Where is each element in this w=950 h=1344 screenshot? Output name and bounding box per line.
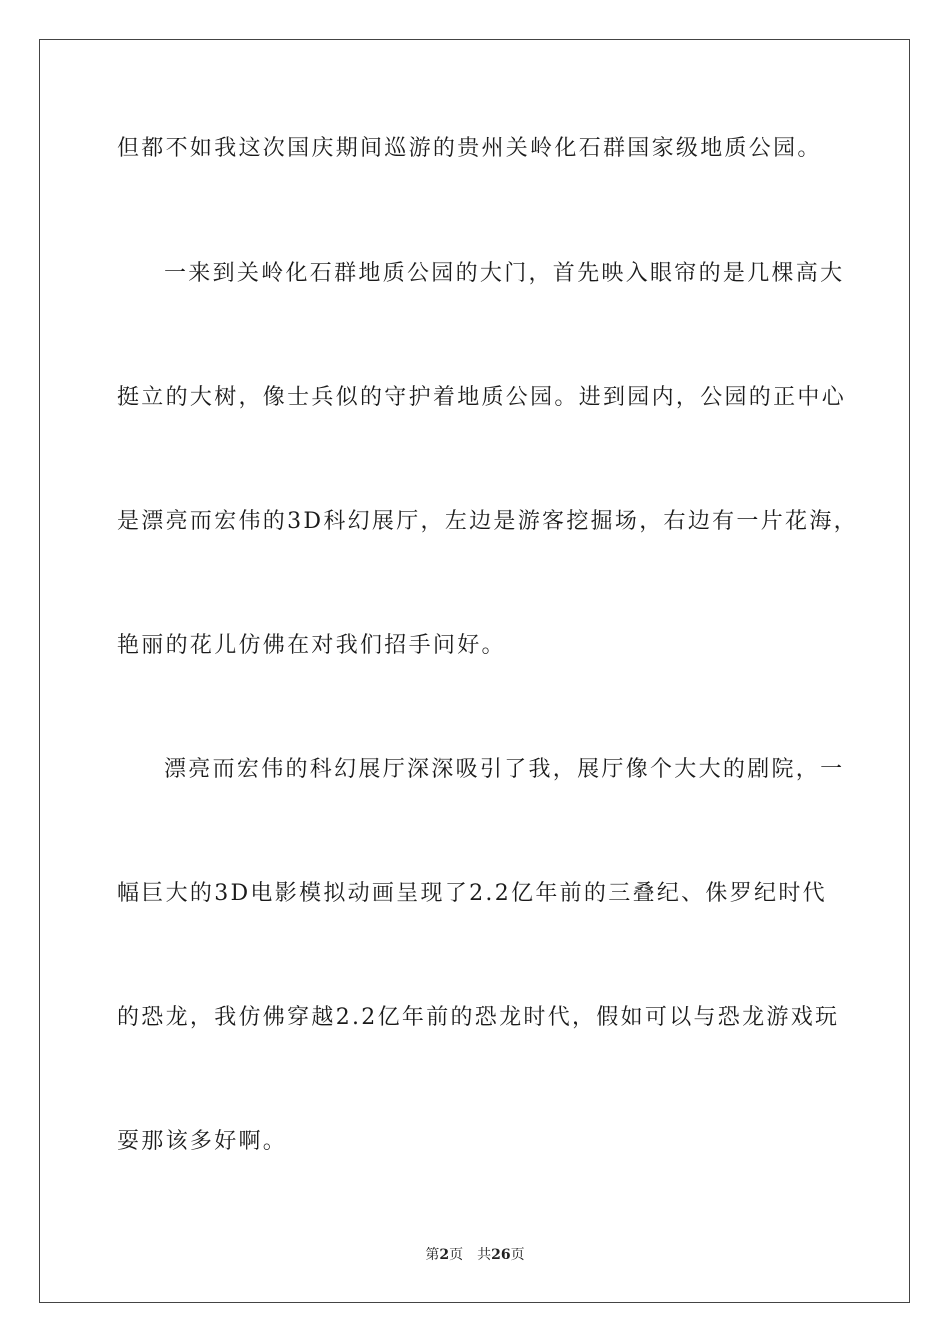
- paragraph-line-3: 挺立的大树，像士兵似的守护着地质公园。进到园内，公园的正中心: [117, 385, 847, 410]
- total-suffix: 页: [510, 1247, 525, 1263]
- paragraph-line-4: 是漂亮而宏伟的3D科幻展厅，左边是游客挖掘场，右边有一片花海，: [117, 509, 858, 534]
- page-suffix: 页: [449, 1247, 464, 1263]
- paragraph-line-6: 漂亮而宏伟的科幻展厅深深吸引了我，展厅像个大大的剧院，一: [164, 757, 845, 782]
- paragraph-line-8: 的恐龙，我仿佛穿越2.2亿年前的恐龙时代，假如可以与恐龙游戏玩: [117, 1005, 840, 1030]
- paragraph-line-1: 但都不如我这次国庆期间巡游的贵州关岭化石群国家级地质公园。: [117, 136, 822, 161]
- paragraph-line-9: 耍那该多好啊。: [117, 1129, 288, 1154]
- page-footer: [0, 1245, 950, 1265]
- paragraph-line-2: 一来到关岭化石群地质公园的大门，首先映入眼帘的是几棵高大: [164, 261, 845, 286]
- page-number: 2: [439, 1247, 450, 1263]
- page-prefix: 第: [425, 1247, 440, 1263]
- paragraph-line-7: 幅巨大的3D电影模拟动画呈现了2.2亿年前的三叠纪、侏罗纪时代: [117, 881, 827, 906]
- total-prefix: 共: [477, 1247, 492, 1263]
- total-pages: 26: [491, 1247, 511, 1263]
- paragraph-line-5: 艳丽的花儿仿佛在对我们招手问好。: [117, 633, 506, 658]
- page-border: [39, 39, 910, 1303]
